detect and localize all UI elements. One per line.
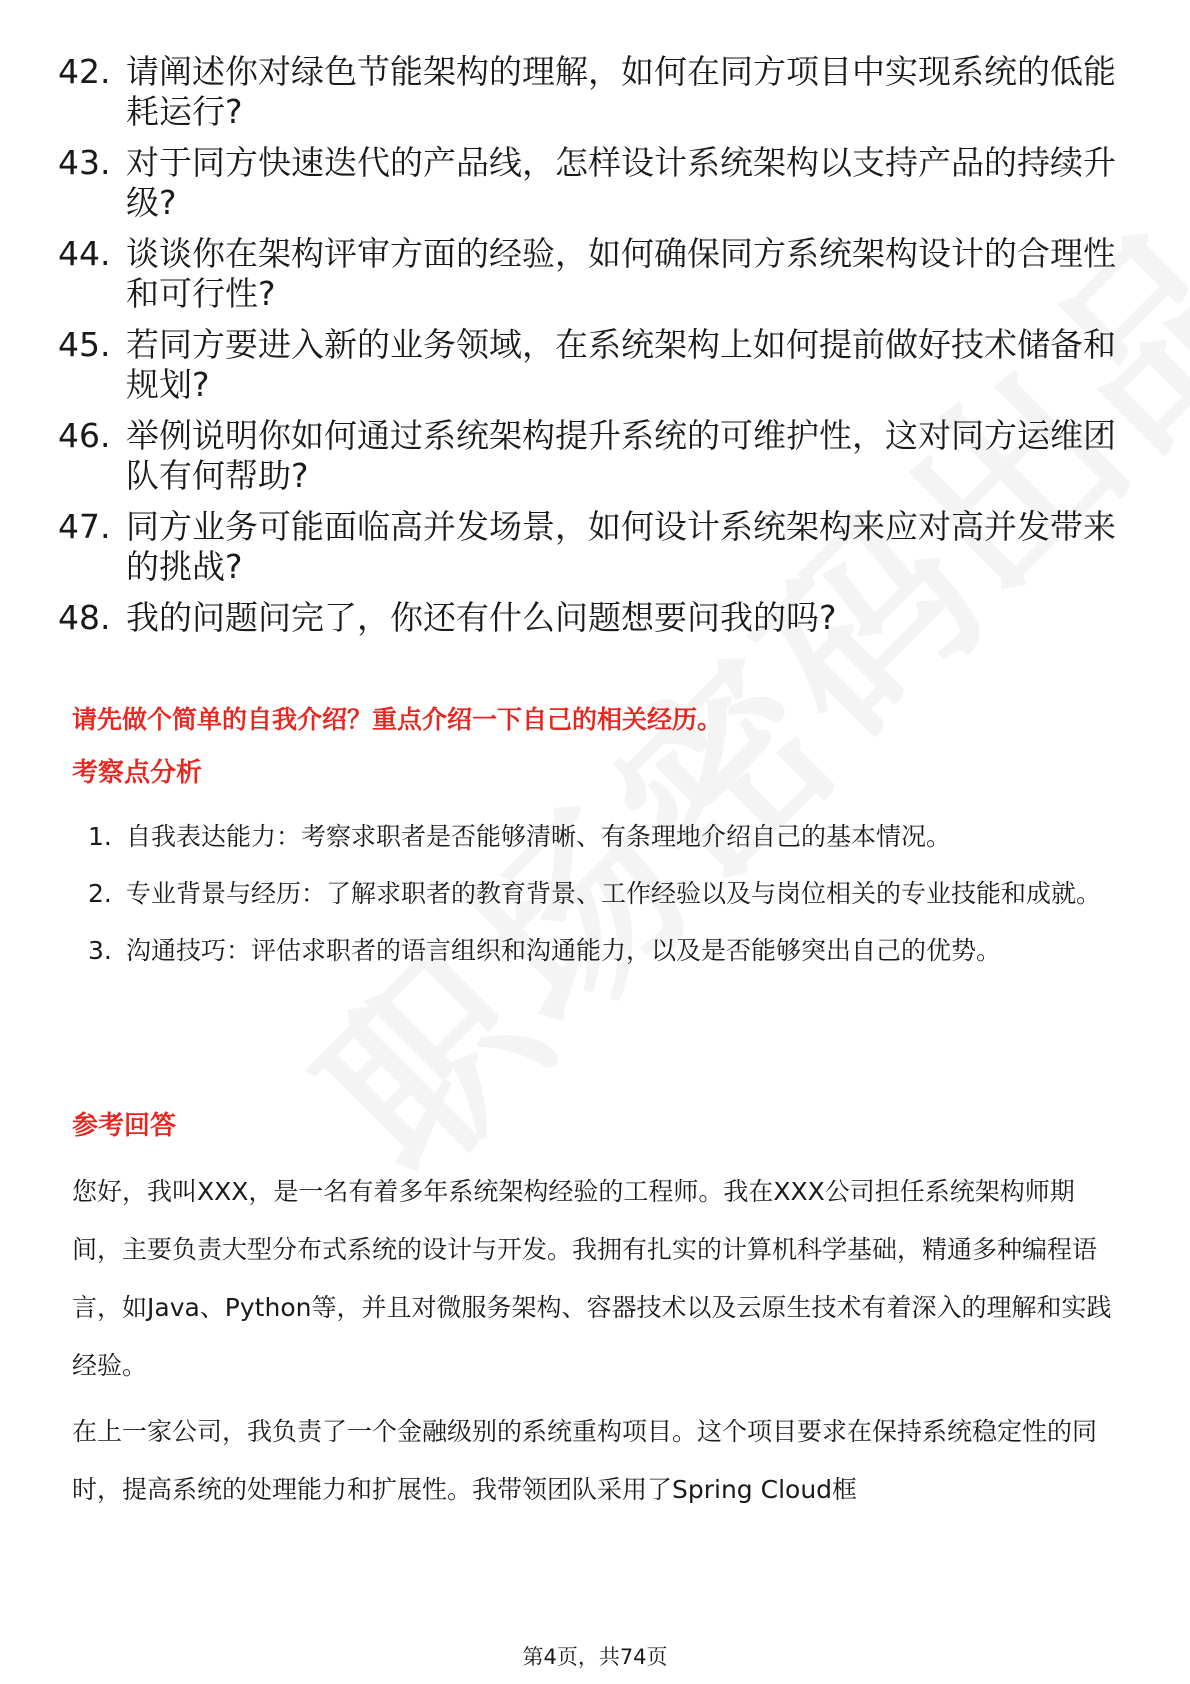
analysis-text: 沟通技巧：评估求职者的语言组织和沟通能力，以及是否能够突出自己的优势。	[126, 936, 1002, 965]
analysis-item	[80, 865, 1120, 922]
page-footer: 第4页，共74页	[522, 1645, 668, 1669]
question-text: 若同方要进入新的业务领域，在系统架构上如何提前做好技术储备和规划?	[126, 325, 1116, 404]
question-item	[58, 416, 1118, 496]
question-text: 对于同方快速迭代的产品线，怎样设计系统架构以支持产品的持续升级?	[126, 143, 1116, 222]
intro-question: 请先做个简单的自我介绍？重点介绍一下自己的相关经历。	[72, 705, 723, 734]
question-number: 46.	[58, 416, 111, 455]
analysis-text: 自我表达能力：考察求职者是否能够清晰、有条理地介绍自己的基本情况。	[126, 822, 952, 851]
question-text: 谈谈你在架构评审方面的经验，如何确保同方系统架构设计的合理性和可行性?	[126, 234, 1116, 313]
analysis-number: 1.	[88, 822, 112, 851]
question-number: 43.	[58, 143, 111, 182]
question-text: 我的问题问完了，你还有什么问题想要问我的吗?	[126, 598, 837, 637]
question-item	[58, 52, 1118, 132]
analysis-list	[80, 808, 1120, 979]
question-item	[58, 598, 1118, 638]
analysis-number: 2.	[88, 879, 112, 908]
question-number: 42.	[58, 52, 111, 91]
question-item	[58, 507, 1118, 587]
analysis-number: 3.	[88, 936, 112, 965]
question-list	[58, 52, 1118, 649]
question-number: 48.	[58, 598, 111, 637]
analysis-text: 专业背景与经历：了解求职者的教育背景、工作经验以及与岗位相关的专业技能和成就。	[126, 879, 1102, 908]
question-number: 45.	[58, 325, 111, 364]
question-number: 47.	[58, 507, 111, 546]
question-item	[58, 325, 1118, 405]
question-text: 举例说明你如何通过系统架构提升系统的可维护性，这对同方运维团队有何帮助?	[126, 416, 1116, 495]
question-item	[58, 143, 1118, 223]
analysis-item	[80, 808, 1120, 865]
question-number: 44.	[58, 234, 111, 273]
question-text: 同方业务可能面临高并发场景，如何设计系统架构来应对高并发带来的挑战?	[126, 507, 1116, 586]
answer-heading: 参考回答	[72, 1111, 177, 1141]
analysis-item	[80, 922, 1120, 979]
answer-paragraph: 您好，我叫XXX，是一名有着多年系统架构经验的工程师。我在XXX公司担任系统架构师期间，主要负责大型分布式系统的设计与开发。我拥有扎实的计算机科学基础，精通多种编程语言，如Java、Python等，并且对微服务架构、容器技术以及云原生技术有着深入的理解和实践经验。	[72, 1177, 1112, 1380]
question-text: 请阐述你对绿色节能架构的理解，如何在同方项目中实现系统的低能耗运行?	[126, 52, 1116, 131]
answer-paragraph: 在上一家公司，我负责了一个金融级别的系统重构项目。这个项目要求在保持系统稳定性的同时，提高系统的处理能力和扩展性。我带领团队采用了Spring Cloud框	[72, 1417, 1098, 1504]
analysis-heading: 考察点分析	[72, 758, 203, 788]
question-item	[58, 234, 1118, 314]
